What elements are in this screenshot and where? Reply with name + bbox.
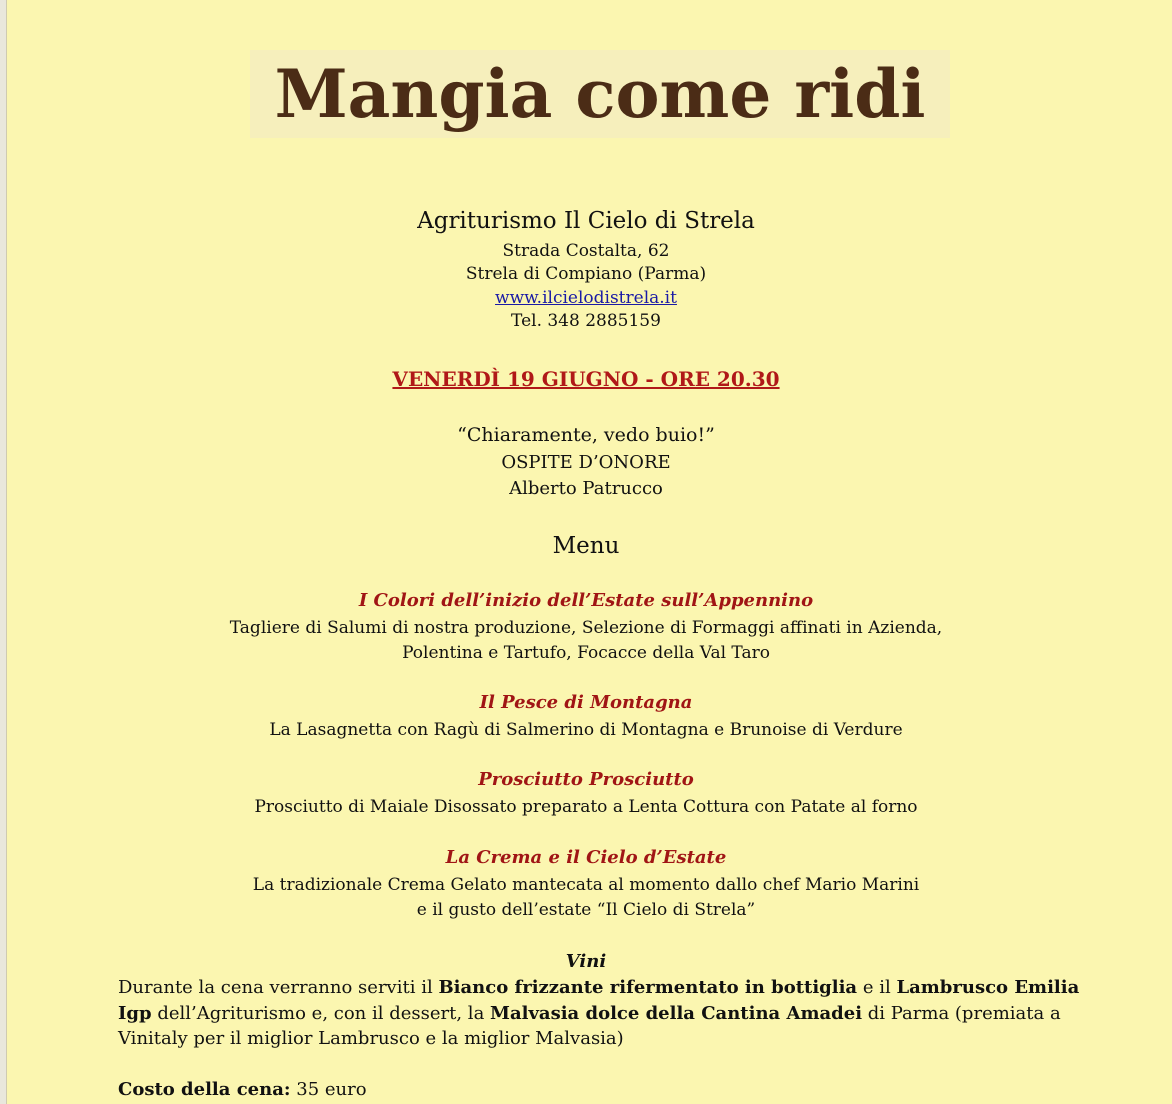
phone-number: Tel. 348 2885159 — [511, 311, 661, 331]
page-title: Mangia come ridi — [274, 55, 926, 133]
course-description — [0, 795, 1172, 820]
cost-value: 35 euro — [290, 1079, 367, 1100]
course-description — [0, 718, 1172, 743]
course-title: I Colori dell’inizio dell’Estate sull’Appennino — [358, 590, 814, 611]
cost-label: Costo della cena: — [118, 1079, 291, 1100]
course-line: Tagliere di Salumi di nostra produzione, Selezione di Formaggi affinati in Azienda, — [229, 618, 943, 638]
dinner-cost — [118, 1079, 367, 1100]
course-line: Polentina e Tartufo, Focacce della Val Taro — [402, 643, 770, 663]
wine-name: Lambrusco Emilia Igp — [118, 977, 1080, 1024]
course-title: La Crema e il Cielo d’Estate — [445, 847, 727, 868]
course-line: La Lasagnetta con Ragù di Salmerino di Montagna e Brunoise di Verdure — [269, 720, 903, 740]
show-quote: “Chiaramente, vedo buio!” — [457, 424, 715, 446]
title-banner — [250, 50, 950, 138]
wines-text: e il — [857, 977, 897, 998]
event-date-time: VENERDÌ 19 GIUGNO - ORE 20.30 — [392, 367, 780, 391]
course-line: e il gusto dell’estate “Il Cielo di Strela” — [416, 900, 756, 920]
course-title: Prosciutto Prosciutto — [478, 769, 694, 790]
wines-text: di Parma (premiata a Vinitaly per il miglior Lambrusco e la miglior Malvasia) — [118, 1002, 1061, 1049]
wines-heading: Vini — [565, 951, 607, 972]
wines-text: dell’Agriturismo e, con il dessert, la — [151, 1002, 491, 1024]
course-description — [0, 873, 1172, 923]
wines-paragraph — [118, 975, 1088, 1052]
wine-name: Bianco frizzante rifermentato in bottiglia — [438, 977, 858, 998]
course-line: La tradizionale Crema Gelato mantecata al momento dallo chef Mario Marini — [252, 875, 920, 895]
wine-name: Malvasia dolce della Cantina Amadei — [490, 1002, 863, 1024]
course-line: Prosciutto di Maiale Disossato preparato a Lenta Cottura con Patate al forno — [254, 797, 918, 817]
menu-heading: Menu — [552, 533, 620, 559]
address-line-1: Strada Costalta, 62 — [502, 241, 670, 261]
venue-name: Agriturismo Il Cielo di Strela — [417, 208, 755, 234]
website-line — [0, 287, 1172, 311]
website-link[interactable]: www.ilcielodistrela.it — [495, 288, 677, 308]
course-title: Il Pesce di Montagna — [479, 692, 693, 713]
wines-text: Durante la cena verranno serviti il — [118, 977, 439, 998]
guest-label: OSPITE D’ONORE — [501, 452, 671, 473]
address-line-2: Strela di Compiano (Parma) — [465, 264, 707, 284]
guest-name: Alberto Patrucco — [509, 478, 663, 499]
course-description — [0, 616, 1172, 666]
